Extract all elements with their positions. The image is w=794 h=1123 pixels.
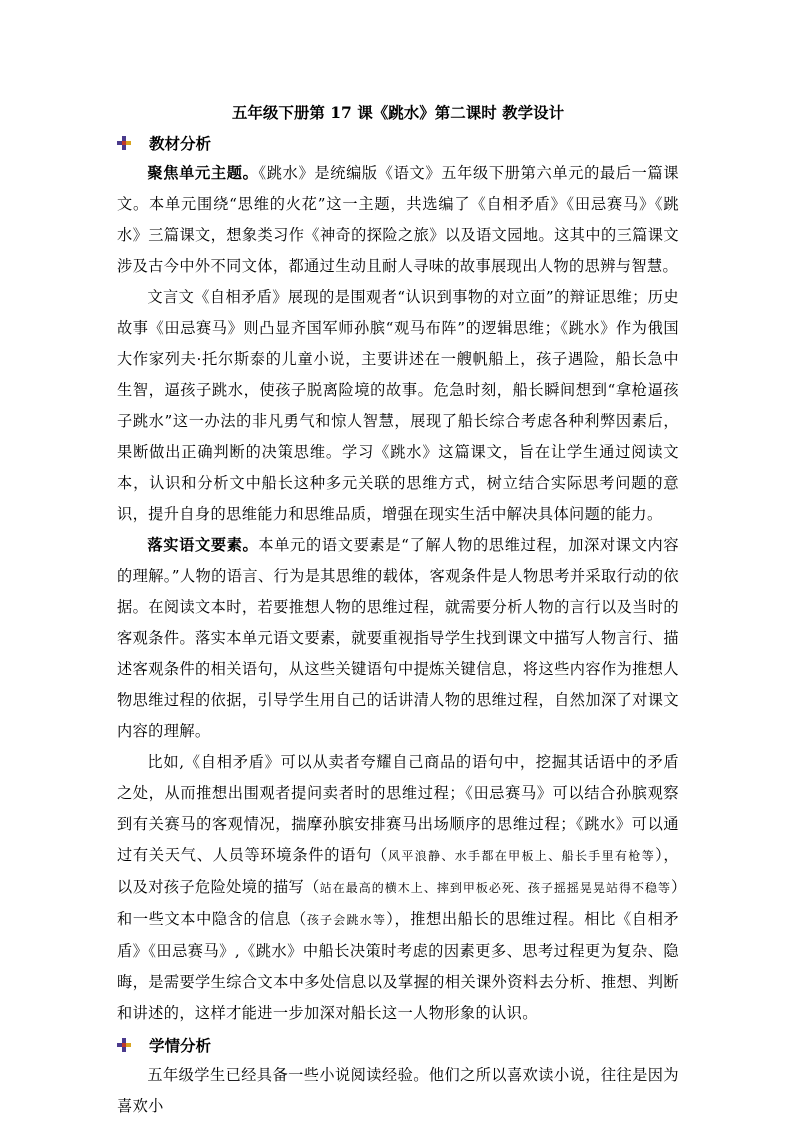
paragraph: 五年级学生已经具备一些小说阅读经验。他们之所以喜欢读小说，往往是因为喜欢小 — [117, 1066, 679, 1115]
section-learner-analysis — [117, 1029, 679, 1122]
section-heading-text: 学情分析 — [149, 1035, 212, 1055]
paragraph-lead: 聚焦单元主题。 — [147, 164, 259, 182]
paragraph-text: 《跳水》是统编版《语文》五年级下册第六单元的最后一篇课文。本单元围绕“思维的火花”这一主题，共选编了《自相矛盾》《田忌赛马》《跳水》三篇课文，想象类习作《神奇的探险之旅》以及语文园地。这其中的三篇课文涉及古今中外不同文体，都通过生动且耐人寻味的故事展现出人物的思辨与智慧。 — [117, 164, 679, 275]
section-heading — [117, 127, 679, 158]
paragraph-text: 比如,《自相矛盾》可以从卖者夸耀自己商品的语句中，挖掘其话语中的矛盾之处，从而推想出围观者提问卖者时的思维过程；《田忌赛马》可以结合孙膑观察到有关赛马的客观情况，揣摩孙膑安排赛马出场顺序的思维过程；《跳水》可以通过有关天气、人员等环境条件的语句（ — [117, 753, 679, 864]
parenthetical-note: 孩子会跳水等 — [306, 913, 387, 927]
paragraph — [117, 530, 679, 747]
document-page — [117, 99, 679, 1122]
paragraph — [117, 747, 679, 1029]
paragraph-lead: 落实语文要素。 — [147, 536, 259, 554]
document-title: 五年级下册第 17 课《跳水》第二课时 教学设计 — [231, 103, 565, 122]
paragraph-text: ），以及对孩子危险处境的描写（ — [117, 846, 679, 896]
section-heading-text: 教材分析 — [149, 133, 212, 153]
paragraph — [117, 158, 679, 282]
section-heading — [117, 1029, 679, 1060]
bullet-icon — [117, 136, 131, 150]
parenthetical-note: 站在最高的横木上、摔到甲板必死、孩子摇摇晃晃站得不稳等 — [319, 881, 671, 895]
section-textbook-analysis — [117, 127, 679, 1029]
bullet-icon — [117, 1038, 131, 1052]
paragraph-text: 本单元的语文要素是“了解人物的思维过程，加深对课文内容的理解。”人物的语言、行为是其思维的载体，客观条件是人物思考并采取行动的依据。在阅读文本时，若要推想人物的思维过程，就需要分析人物的言行以及当时的客观条件。落实本单元语文要素，就要重视指导学生找到课文中描写人物言行、描述客观条件的相关语句，从这些关键语句中提炼关键信息，将这些内容作为推想人物思维过程的依据，引导学生用自己的话讲清人物的思维过程，自然加深了对课文内容的理解。 — [117, 536, 679, 740]
paragraph: 文言文《自相矛盾》展现的是围观者“认识到事物的对立面”的辩证思维；历史故事《田忌赛马》则凸显齐国军师孙膑“观马布阵”的逻辑思维；《跳水》作为俄国大作家列夫·托尔斯泰的儿童小说，主要讲述在一艘帆船上，孩子遇险，船长急中生智，逼孩子跳水，使孩子脱离险境的故事。危急时刻，船长瞬间想到“拿枪逼孩子跳水”这一办法的非凡勇气和惊人智慧，展现了船长综合考虑各种利弊因素后，果断做出正确判断的决策思维。学习《跳水》这篇课文，旨在让学生通过阅读文本，认识和分析文中船长这种多元关联的思维方式，树立结合实际思考问题的意识，提升自身的思维能力和思维品质，增强在现实生活中解决具体问题的能力。 — [117, 288, 679, 523]
paragraph-text: ）和一些文本中隐含的信息（ — [117, 878, 679, 928]
parenthetical-note: 风平浪静、水手都在甲板上、船长手里有枪等 — [388, 849, 656, 863]
paragraph-text: ），推想出船长的思维过程。相比《自相矛盾》《田忌赛马》,《跳水》中船长决策时考虑的因素更多、思考过程更为复杂、隐晦，是需要学生综合文本中多处信息以及掌握的相关课外资料去分析、推想、判断和讲述的，这样才能进一步加深对船长这一人物形象的认识。 — [117, 910, 679, 1022]
